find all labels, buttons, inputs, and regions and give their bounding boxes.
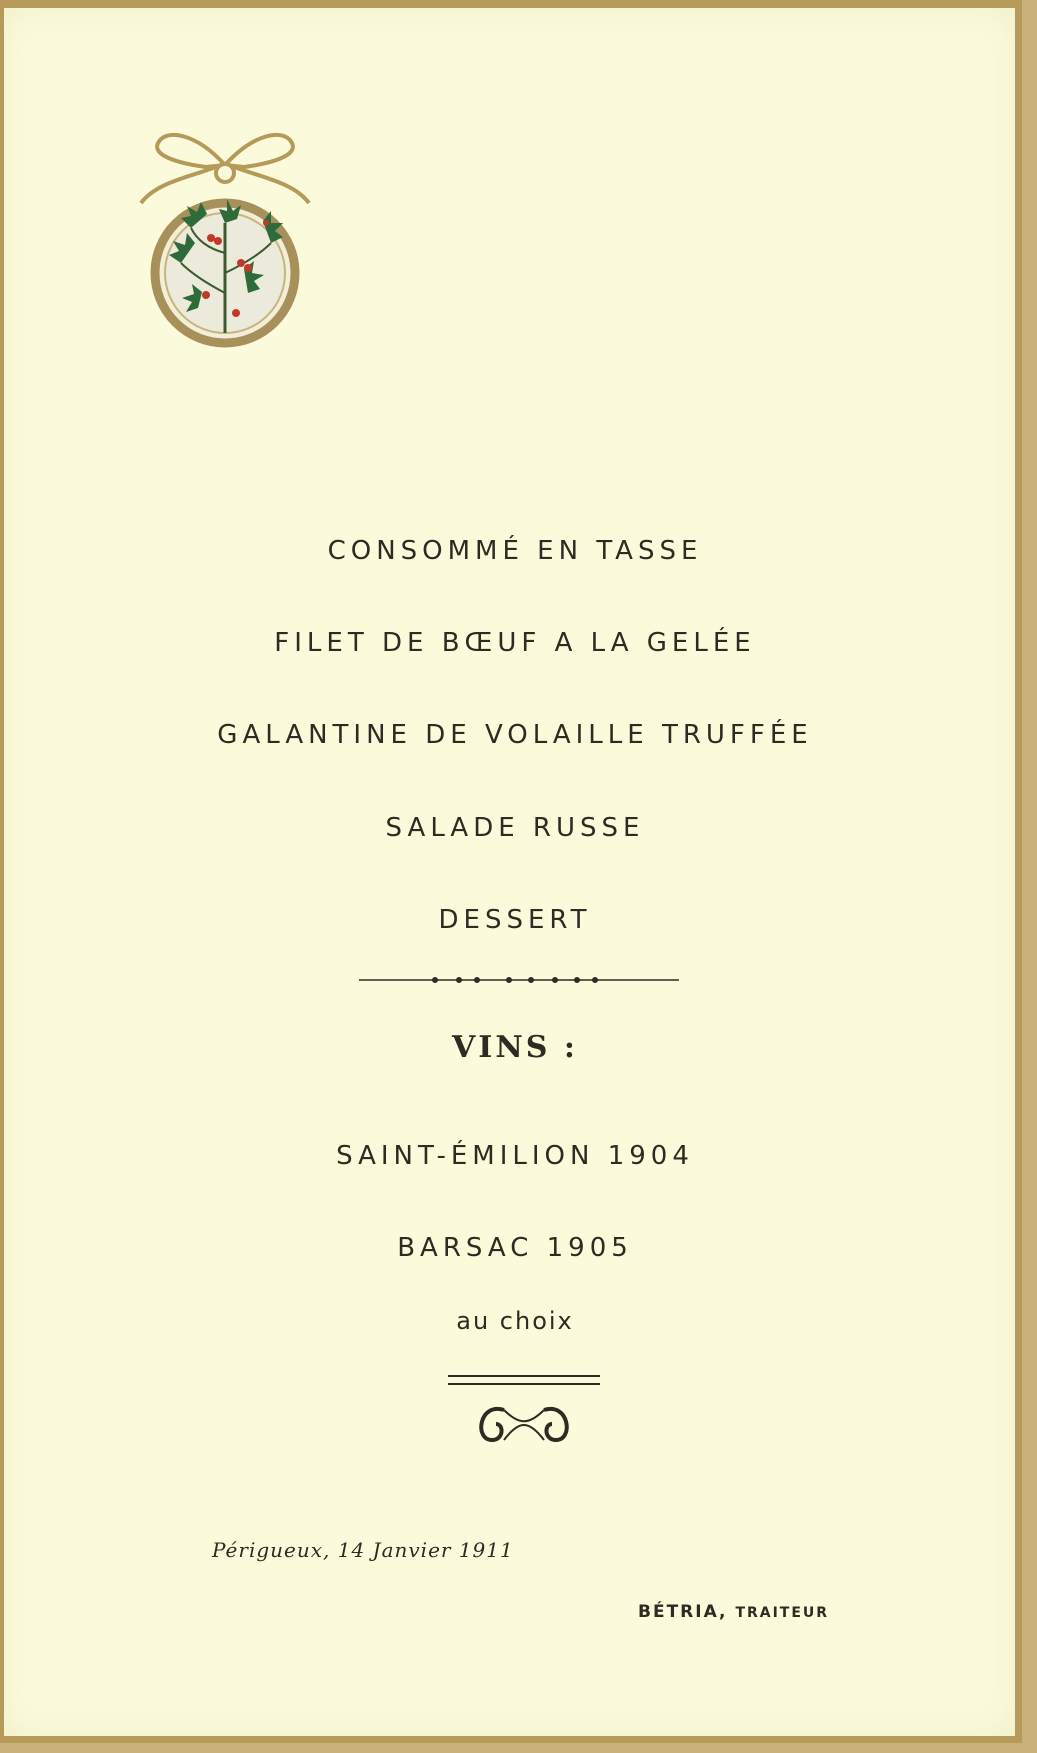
course-salade-russe: SALADE RUSSE <box>385 813 645 843</box>
course-galantine: GALANTINE DE VOLAILLE TRUFFÉE <box>217 720 813 750</box>
course-filet-de-boeuf: FILET DE BŒUF A LA GELÉE <box>274 628 756 658</box>
wine-barsac: BARSAC 1905 <box>397 1233 633 1263</box>
dotted-rule-icon <box>359 971 679 989</box>
scroll-flourish-icon <box>444 1370 604 1450</box>
course-consomme: CONSOMMÉ EN TASSE <box>327 536 703 566</box>
wine-saint-emilion: SAINT-ÉMILION 1904 <box>336 1141 694 1171</box>
course-dessert: DESSERT <box>438 905 592 935</box>
caterer-title: TRAITEUR <box>735 1605 830 1621</box>
au-choix-note: au choix <box>456 1307 574 1335</box>
wines-heading: VINS : <box>452 1030 578 1065</box>
caterer-signature <box>638 1602 829 1622</box>
holly-medallion-icon <box>136 123 314 353</box>
place-and-date: Périgueux, 14 Janvier 1911 <box>212 1538 514 1562</box>
caterer-name: BÉTRIA, <box>638 1602 728 1622</box>
